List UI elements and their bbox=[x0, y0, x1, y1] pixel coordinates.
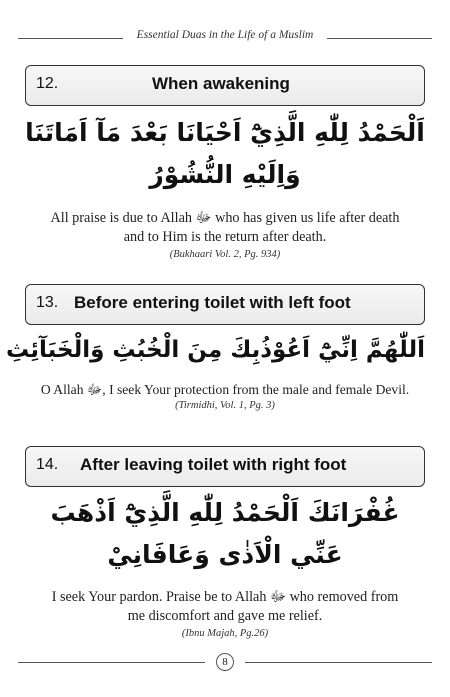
dua-number: 13. bbox=[36, 294, 59, 311]
dua-12-translation-line-1: All praise is due to Allah ﷻ who has given us life after death bbox=[50, 210, 400, 226]
dua-14-arabic-line-2: عَنِّي الْاَذٰى وَعَافَانِيْ bbox=[107, 540, 343, 569]
dua-12-arabic-line-2: وَاِلَيْهِ النُّشُوْرُ bbox=[149, 160, 301, 189]
footer-rule-right bbox=[245, 662, 432, 663]
footer-rule-left bbox=[18, 662, 205, 663]
page-header bbox=[18, 28, 432, 48]
dua-title: Before entering toilet with left foot bbox=[74, 293, 351, 312]
dua-13-translation: O Allah ﷻ, I seek Your protection from the male and female Devil. bbox=[40, 382, 410, 397]
dua-12-reference: (Bukhaari Vol. 2, Pg. 934) bbox=[169, 249, 281, 260]
dua-14-reference: (Ibnu Majah, Pg.26) bbox=[181, 628, 269, 639]
dua-title: When awakening bbox=[152, 74, 290, 93]
page-footer bbox=[18, 651, 432, 673]
header-rule-right bbox=[327, 38, 432, 39]
dua-number: 14. bbox=[36, 456, 59, 473]
dua-14-arabic-line-1: غُفْرَانَكَ اَلْحَمْدُ لِلّٰهِ الَّذِيْٓ اَذْهَبَ bbox=[50, 498, 400, 527]
dua-14-translation-line-2: me discomfort and gave me relief. bbox=[127, 608, 323, 624]
dua-13-reference: (Tirmidhi, Vol. 1, Pg. 3) bbox=[175, 400, 275, 411]
page-number: 8 bbox=[216, 653, 234, 671]
dua-13-arabic: اَللّٰهُمَّ اِنِّيْٓ اَعُوْذُبِكَ مِنَ الْخُبُثِ وَالْخَبَآئِثِ bbox=[6, 337, 425, 363]
dua-title: After leaving toilet with right foot bbox=[80, 455, 347, 474]
dua-14-translation-line-1: I seek Your pardon. Praise be to Allah ﷻ who removed from bbox=[51, 589, 399, 605]
dua-13-heading bbox=[25, 284, 425, 325]
dua-12-heading bbox=[25, 65, 425, 106]
dua-number: 12. bbox=[36, 75, 59, 92]
dua-12-arabic-line-1: اَلْحَمْدُ لِلّٰهِ الَّذِيْٓ اَحْيَانَا بَعْدَ مَآ اَمَاتَنَا bbox=[25, 118, 425, 147]
dua-12-translation-line-2: and to Him is the return after death. bbox=[123, 229, 327, 245]
book-title: Essential Duas in the Life of a Muslim bbox=[136, 29, 314, 41]
dua-14-heading bbox=[25, 446, 425, 487]
